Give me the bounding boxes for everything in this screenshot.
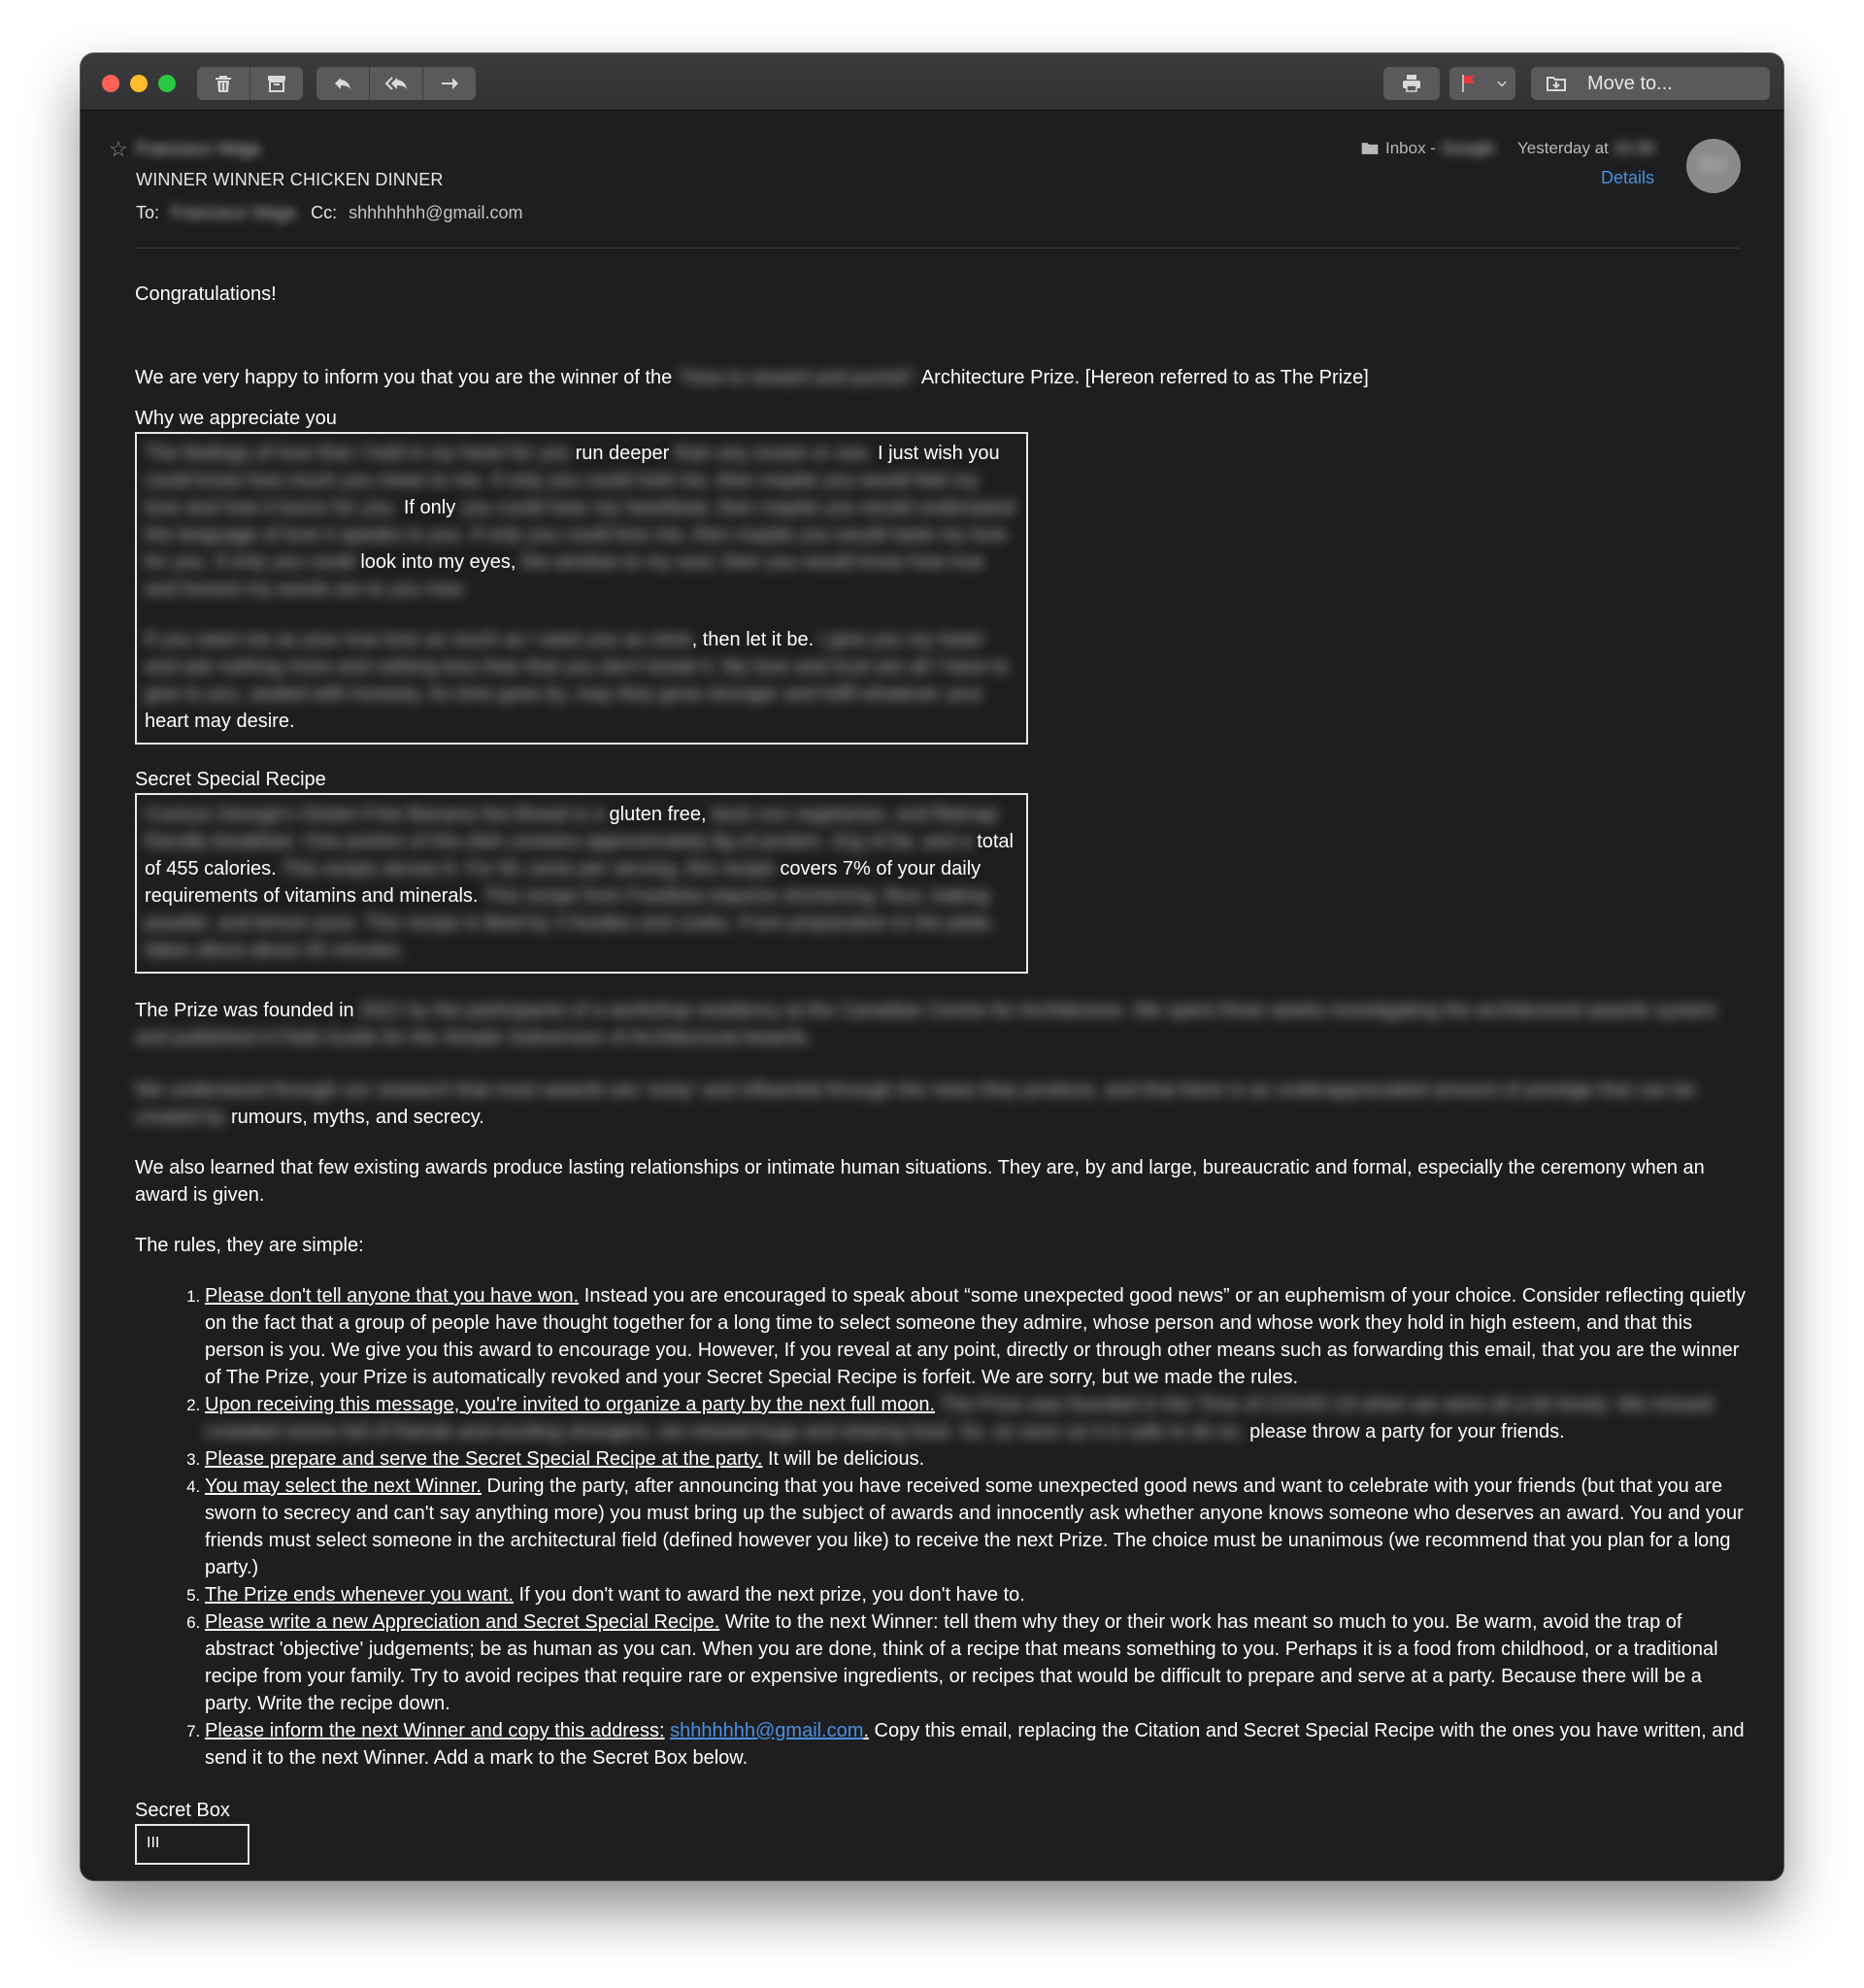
rules-list <box>135 1282 1747 1772</box>
rule-lead: The Prize ends whenever you want. <box>205 1584 514 1606</box>
chevron-down-icon <box>1488 67 1515 100</box>
to-recipient[interactable]: Francisco Veiga <box>171 203 296 222</box>
details-link[interactable]: Details <box>1601 168 1655 187</box>
appreciation-text: , then let it be. <box>691 629 815 650</box>
recipe-text: total of 455 calories. <box>145 831 1014 879</box>
appreciation-paragraph-1 <box>145 440 1018 603</box>
print-button[interactable] <box>1383 67 1440 100</box>
toolbar <box>81 53 1783 111</box>
appreciation-box <box>135 432 1028 745</box>
rule-text: Copy this email, replacing the Citation and Secret Special Recipe with the ones you have written, and send it to the next Winner. Add a mark to the Secret Box below. <box>205 1720 1745 1769</box>
recipe-text: covers 7% <box>780 858 871 879</box>
research-text: rumours, myths, and secrecy. <box>230 1107 484 1128</box>
appreciation-paragraph-2 <box>145 626 1018 735</box>
print-icon <box>1383 67 1440 100</box>
reply-button[interactable] <box>316 67 369 100</box>
to-label: To: <box>136 203 160 222</box>
rule-item <box>205 1282 1747 1391</box>
rule-lead: Please inform the next Winner and copy this address: <box>205 1720 665 1741</box>
cc-label: Cc: <box>311 203 338 222</box>
rule-text: During the party, after announcing that you have received some unexpected good news and want to celebrate with your friends (but that you are sworn to secrecy and can't say anything more) you must bring up the subject of awards and innocently ask whether anyone knows someone who deserves an award. You and your friends must select someone in the architectural field (defined however you like) to receive the next Prize. The choice must be unanimous (we recommend that you plan for a long party.) <box>205 1475 1744 1578</box>
archive-icon <box>265 72 288 95</box>
redacted-text: could know how much you mean to me. If only you could hold me, then maybe you would feel my love and how it burns for you. <box>145 470 980 518</box>
appreciation-text: If only <box>403 497 456 518</box>
rule-lead: Please don't tell anyone that you have won. <box>205 1285 580 1307</box>
appreciation-text: I just wish <box>877 443 963 464</box>
email-link[interactable]: shhhhhhh@gmail.com <box>670 1720 864 1741</box>
rule-text: Write to the next Winner: tell them why they or their work has meant so much to you. Be warm, avoid the trap of abstract 'objective' judgements; be as human as you can. When you are done, think of a recipe that means something to you. Perhaps it is a food from childhood, or a traditional recipe from your family. Try to avoid recipes that require rare or expensive ingredients, or recipes that would be difficult to prepare and serve at a party. Because there will be a party. Write the recipe down. <box>205 1611 1718 1714</box>
appreciation-text: heart may desire. <box>145 711 295 732</box>
rules-intro: The rules, they are simple: <box>135 1235 364 1256</box>
move-to-button[interactable] <box>1531 67 1770 100</box>
forward-button[interactable] <box>422 67 476 100</box>
greeting: Congratulations! <box>135 283 277 305</box>
received-date <box>1517 139 1654 158</box>
received-date-label: Yesterday at <box>1517 139 1609 157</box>
flag-icon <box>1449 67 1488 100</box>
intro-paragraph <box>135 364 1747 391</box>
rule-item <box>205 1581 1747 1608</box>
reply-icon <box>331 72 354 95</box>
redacted-text: lacto ovo vegetarian, and flatmap friendly breakfast. One portion of this dish contains approximately 8g of protein, 31g of fat, and a <box>145 804 998 852</box>
avatar <box>1686 139 1741 193</box>
rule-text: please throw a party for your friends. <box>1244 1421 1565 1442</box>
rule-lead-end: . <box>863 1720 869 1741</box>
rule-lead: You may select the next Winner. <box>205 1475 482 1497</box>
avatar-initials: FV <box>1701 154 1726 177</box>
rule-text: It will be delicious. <box>762 1448 925 1470</box>
appreciation-text: run deeper <box>575 443 670 464</box>
secret-box-marks: III <box>147 1835 160 1851</box>
secret-box <box>135 1824 250 1865</box>
trash-icon <box>212 72 235 95</box>
redacted-text: than any ocean or sea. <box>674 443 873 464</box>
recipients-line <box>136 203 522 223</box>
redacted-text: 2021 by the participants of a workshop residency at the Canadian Centre for Architecture. We spent three weeks investigating the architectural awards system and published A Field Guide for the Simple Subversion of Architectural Awards. <box>135 1000 1717 1048</box>
forward-icon <box>438 72 461 95</box>
redacted-text: you could hear my heartbeat, then maybe you would understand the language of love it speaks to you. If only you could kiss me, then maybe you would taste my love for you. If only you could <box>145 497 1015 573</box>
rule-item <box>205 1445 1747 1473</box>
relationships-paragraph: We also learned that few existing awards produce lasting relationships or intimate human situations. They are, by and large, bureaucratic and formal, especially the ceremony when an award is given. <box>135 1157 1705 1206</box>
recipe-heading: Secret Special Recipe <box>135 769 326 790</box>
appreciation-text: you <box>968 443 1000 464</box>
recipe-paragraph <box>145 801 1018 964</box>
folder-icon <box>1360 139 1380 158</box>
redacted-text: Curious George's Gluten Free Banana Nut Bread is a <box>145 804 604 825</box>
rule-lead: Please prepare and serve the Secret Special Recipe at the party. <box>205 1448 763 1470</box>
reply-all-button[interactable] <box>369 67 422 100</box>
rule-item <box>205 1717 1747 1772</box>
redacted-text: The Prize was founded in the Time of COVID-19 when we were all a bit lonely. We missed crowded rooms full of friends and exciting strangers, we missed hugs and sharing food. So, as soon as it is safe to do so, <box>205 1394 1714 1442</box>
founded-paragraph <box>135 997 1747 1051</box>
redacted-text: This recipe serves 8. For $1 cents per serving, this recipe <box>281 858 775 879</box>
email-body <box>135 271 1747 1865</box>
rule-lead: Please write a new Appreciation and Secret Special Recipe. <box>205 1611 720 1633</box>
intro-text-end: Architecture Prize. [Hereon referred to as The Prize] <box>920 367 1369 388</box>
email-subject: WINNER WINNER CHICKEN DINNER <box>136 170 444 189</box>
archive-button[interactable] <box>250 67 303 100</box>
mailbox-account: Google <box>1441 139 1495 157</box>
appreciation-heading: Why we appreciate you <box>135 408 337 429</box>
prize-name-redacted: "How to reward and punish" <box>677 367 917 388</box>
cc-recipient[interactable]: shhhhhhh@gmail.com <box>349 203 523 222</box>
founded-text: The Prize was founded in <box>135 1000 354 1021</box>
rule-item <box>205 1608 1747 1717</box>
mail-window <box>81 53 1783 1880</box>
delete-archive-group <box>197 67 303 100</box>
reply-all-icon <box>384 72 408 95</box>
intro-text: We are very happy to inform you that you are the winner of the <box>135 367 673 388</box>
rule-text: Instead you are encouraged to speak about “some unexpected good news” or an euphemism of your choice. Consider reflecting quietly on the fact that a group of people have thought together for a long time to select someone they admire, whose person and whose work they hold in high esteem, and that this person is you. We give you this award to encourage you. However, If you reveal at any point, directly or through other means such as forwarding this email, that you are the winner of The Prize, your Prize is automatically revoked and your Secret Special Recipe is forfeit. We are sorry, but we made the rules. <box>205 1285 1747 1388</box>
recipe-text: gluten free, <box>609 804 707 825</box>
close-window-button[interactable] <box>102 75 119 92</box>
redacted-text: If you want me as your true love as much as I want you as mine <box>145 629 692 650</box>
rule-item <box>205 1391 1747 1445</box>
recipe-text: of your daily requirements of vitamins and minerals. <box>145 858 982 907</box>
mailbox-location <box>1360 139 1495 158</box>
flag-menu[interactable] <box>1449 67 1515 100</box>
minimize-window-button[interactable] <box>130 75 148 92</box>
redacted-text: The feelings of love that I hold in my heart for you <box>145 443 571 464</box>
rule-text: If you don't want to award the next prize, you don't have to. <box>513 1584 1025 1606</box>
mailbox-label: Inbox - <box>1385 139 1436 157</box>
appreciation-text: look into my eyes, <box>360 551 516 573</box>
move-to-folder-icon <box>1545 72 1574 95</box>
reply-group <box>316 67 476 100</box>
redacted-text: This recipe from Foodista requires shortening, flour, baking powder, and lemon juice. This recipe is liked by 3 foodies and cooks. From preparation to the plate, takes about about 45 minutes. <box>145 885 995 961</box>
redacted-text: I give you my heart and ask nothing more and nothing less than that you don't break it. My love and trust are all I have to give to you, sealed with honesty. As time goes by, may they grow stronger and fulfil whatever <box>145 629 1009 705</box>
rule-lead: Upon receiving this message, you're invited to organize a party by the next full moon. <box>205 1394 936 1415</box>
received-time: 15:30 <box>1613 139 1655 157</box>
redacted-text: your <box>946 683 984 705</box>
zoom-window-button[interactable] <box>158 75 176 92</box>
recipe-box <box>135 793 1028 974</box>
move-to-label: Move to... <box>1587 72 1673 94</box>
secret-box-heading: Secret Box <box>135 1800 230 1821</box>
trash-button[interactable] <box>197 67 250 100</box>
sender-name[interactable]: Francisco Veiga <box>136 139 261 158</box>
rule-item <box>205 1473 1747 1581</box>
redacted-text: We understood through our research that most awards are 'noisy' and influential through the news they produce, and that there is an underappreciated amount of prestige that can be created by <box>135 1079 1696 1128</box>
research-paragraph <box>135 1077 1747 1131</box>
star-icon[interactable]: ☆ <box>109 137 128 161</box>
redacted-text: the window to my soul, then you would know how true and honest my words are to you now. <box>145 551 984 600</box>
